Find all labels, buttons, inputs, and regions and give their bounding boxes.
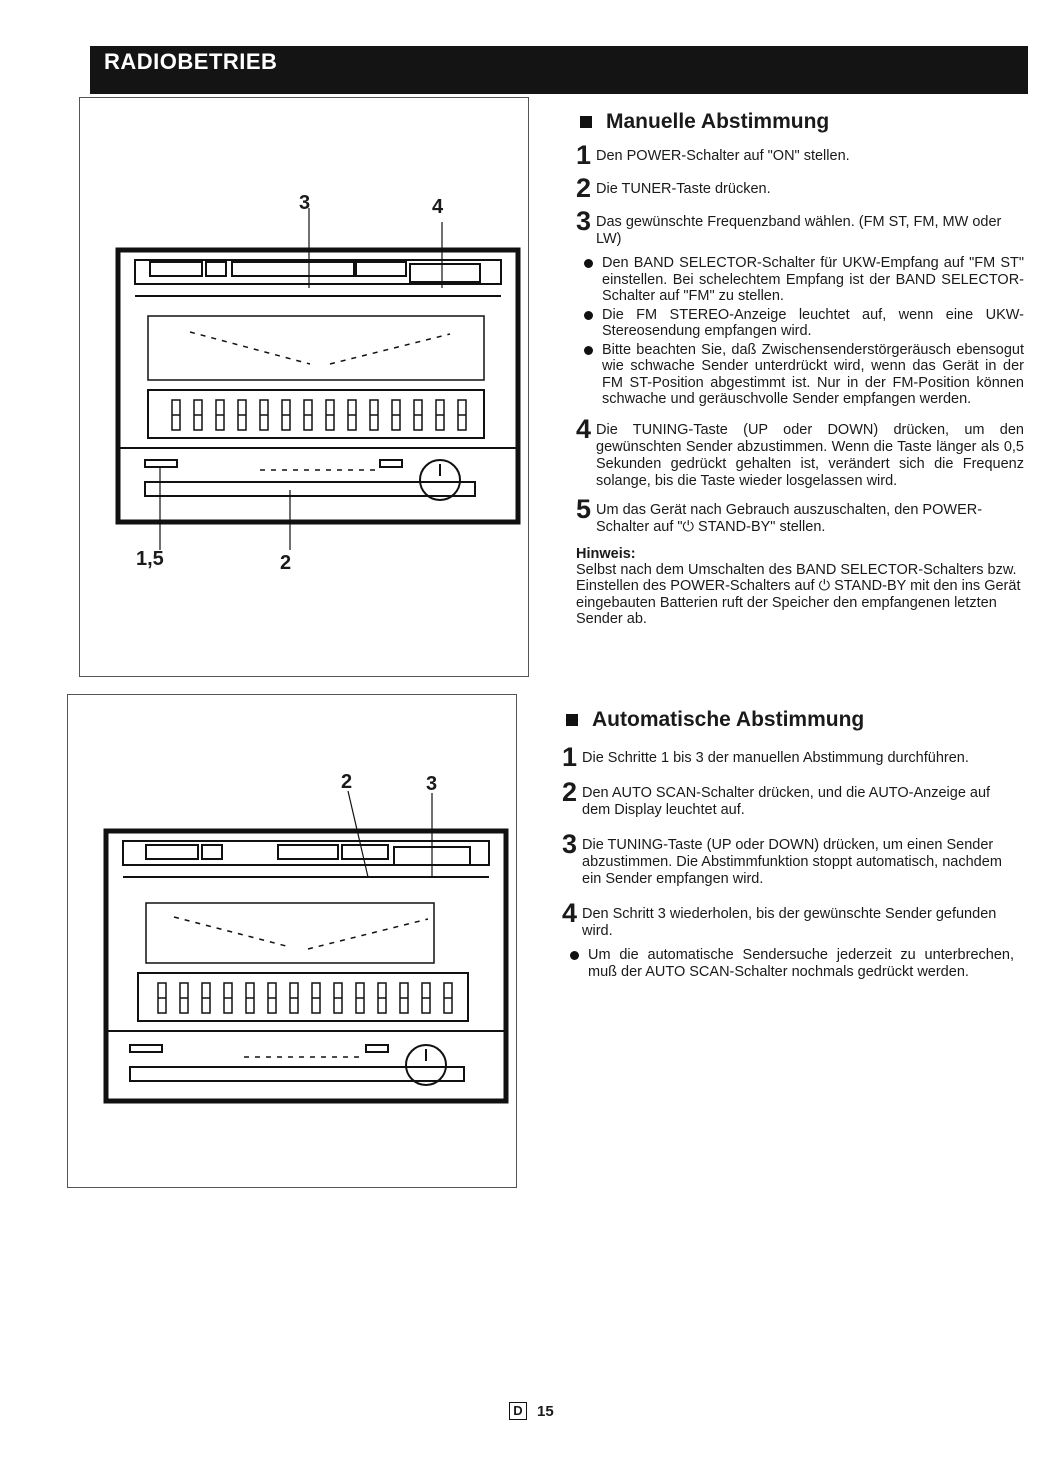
section-manual-tuning [576,110,1024,628]
square-bullet-icon [566,714,578,726]
bullet-stop-scan: Um die automatische Sendersuche jederzeit zu unterbrechen, muß der AUTO SCAN-Schalter nochmals gedrückt werden. [562,947,1014,980]
callout-2: 2 [341,771,353,793]
bullet-band-selector: Den BAND SELECTOR-Schalter für UKW-Empfang auf "FM ST" einstellen. Bei schelechtem Empfang ist der BAND SELECTOR-Schalter auf "FM" zu stellen. [576,255,1024,305]
square-bullet-icon [580,116,592,128]
section-heading [566,708,1014,732]
auto-title: Automatische Abstimmung [592,708,865,731]
step-3: 3 Das gewünschte Frequenzband wählen. (FM ST, FM, MW oder LW) [576,206,1002,247]
callout-2: 2 [280,552,292,574]
callout-4: 4 [432,196,444,218]
figure-auto-tuning [67,694,517,1188]
note-label: Hinweis: [576,545,636,562]
callout-1-5: 1,5 [136,548,164,570]
callout-3: 3 [299,192,311,214]
figure-manual-tuning [79,97,529,677]
step-2: 2 Die TUNER-Taste drücken. [576,173,771,203]
bullet-fm-stereo: Die FM STEREO-Anzeige leuchtet auf, wenn eine UKW-Stereosendung empfangen wird. [576,307,1024,340]
page-title: RADIOBETRIEB [104,49,278,74]
step-4: 4 Die TUNING-Taste (UP oder DOWN) drücken, um den gewünschten Sender abzustimmen. Wenn die Taste länger als 0,5 Sekunden gedrückt gehalten ist, verändert sich die Frequenz solange, bis die Taste wieder losgelassen wird. [576,413,1024,489]
device-illustration [68,695,516,1187]
step-1: 1 Den POWER-Schalter auf "ON" stellen. [576,140,850,170]
device-illustration [80,98,528,676]
step-2: 2 Den AUTO SCAN-Schalter drücken, und die AUTO-Anzeige auf dem Display leuchtet auf. [562,777,991,818]
page-number: 15 [537,1402,554,1420]
section-auto-tuning [562,708,1014,982]
section-heading [580,110,1024,134]
page-footer [509,1402,554,1420]
note-text: Selbst nach dem Umschalten des BAND SELECTOR-Schalters bzw. Einstellen des POWER-Schalters auf ⏻ STAND-BY mit den ins Gerät eingebauten Batterien ruft der Speicher den empfangenen letzten Sender ab. [576,561,1021,627]
language-badge: D [509,1402,527,1420]
step-3: 3 Die TUNING-Taste (UP oder DOWN) drücken, um einen Sender abzustimmen. Die Abstimmfunktion stoppt automatisch, nachdem ein Sender empfangen wird. [562,829,1002,887]
callout-3: 3 [426,773,438,795]
manual-title: Manuelle Abstimmung [606,110,830,133]
step-5: 5 Um das Gerät nach Gebrauch auszuschalten, den POWER-Schalter auf "⏻ STAND-BY" stellen. [576,493,983,535]
step-4: 4 Den Schritt 3 wiederholen, bis der gewünschte Sender gefunden wird. [562,898,997,939]
step-1: 1 Die Schritte 1 bis 3 der manuellen Abstimmung durchführen. [562,742,969,772]
bullet-muting: Bitte beachten Sie, daß Zwischensenderstörgeräusch ebensogut wie schwache Sender unterdrückt wird, wenn das Gerät in der FM ST-Position abgestimmt ist. Nur in der FM-Position können schwache und geräuschvolle Sender empfangen werden. [576,342,1024,408]
